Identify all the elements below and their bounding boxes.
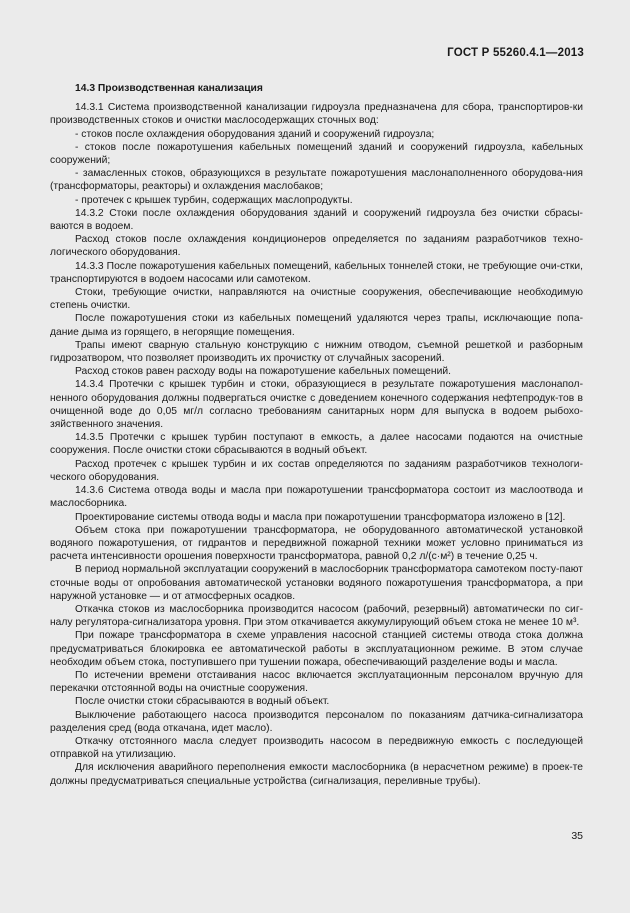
page-number: 35 (571, 830, 583, 842)
paragraph: Откачка стоков из маслосборника производится насосом (рабочий, резервный) автоматически по сиг-налу регулятора-сигнализатора уровня. При этом откачивается аккумулирующий объем стока не менее 10 м³. (50, 603, 583, 629)
document-body (50, 82, 583, 788)
paragraph: Трапы имеют сварную стальную конструкцию с нижним отводом, съемной решеткой и разборным гидрозатвором, что позволяет производить их прочистку от случайных засорений. (50, 339, 583, 365)
paragraph: 14.3.1 Система производственной канализации гидроузла предназначена для сбора, транспортиров-ки производственных стоков и очистки маслосодержащих сточных вод: (50, 102, 583, 127)
paragraph: 14.3.4 Протечки с крышек турбин и стоки, образующиеся в результате пожаротушения маслонапол-ненного оборудования должны подвергаться очистке с доведением конечного содержания нефтепродук-тов в очищенной воде до 0,05 мг/л согласно требованиям санитарных норм для выпуска в водоем рыбохо-зяйственного значения. (50, 379, 583, 431)
paragraph: По истечении времени отстаивания насос включается эксплуатационным персоналом вручную для перекачки отстоянной воды на очистные сооружения. (50, 669, 583, 695)
list-item: - протечек с крышек турбин, содержащих маслопродукты. (75, 194, 353, 206)
paragraph: 14.3.5 Протечки с крышек турбин поступают в емкость, а далее насосами подаются на очистные сооружения. После очистки стоки сбрасываются в водный объект. (50, 432, 583, 457)
list-item: - стоков после пожаротушения кабельных помещений зданий и сооружений гидроузла, кабельных сооружений; (50, 141, 583, 167)
paragraph: 14.3.6 Система отвода воды и масла при пожаротушении трансформатора состоит из маслоотвода и маслосборника. (50, 485, 583, 510)
standard-header: ГОСТ Р 55260.4.1—2013 (447, 47, 584, 59)
paragraph: Расход стоков равен расходу воды на пожаротушение кабельных помещений. (75, 366, 451, 378)
paragraph: Выключение работающего насоса производится персоналом по показаниям датчика-сигнализатора разделения сред (вода откачана, идет масло). (50, 709, 583, 734)
paragraph: Стоки, требующие очистки, направляются на очистные сооружения, обеспечивающие необходимую степень очистки. (50, 287, 583, 312)
paragraph: Для исключения аварийного переполнения емкости маслосборника (в нерасчетном режиме) в проек-те должны предусматриваться специальные устройства (сигнализация, переливные трубы). (50, 762, 583, 787)
list-item: - замасленных стоков, образующихся в результате пожаротушения маслонаполненного оборудова-ния (трансформаторы, реакторы) и охлаждения маслобаков; (50, 168, 583, 193)
paragraph: Объем стока при пожаротушении трансформатора, не оборудованного автоматической установкой водяного пожаротушения, от гидрантов и передвижной пожарной техники может условно приниматься из расчета интенсивности орошения поверхности трансформатора, равной 0,2 л/(с·м²) в течение 0,25 ч. (50, 524, 583, 563)
paragraph: После очистки стоки сбрасываются в водный объект. (75, 696, 330, 708)
paragraph: При пожаре трансформатора в схеме управления насосной станцией системы отвода стока должна предусматриваться блокировка ее автоматической работы в эксплуатационном режиме. В этом случае необходим объем стока, поступившего при тушении пожара, обеспечивающий разделение воды и масла. (50, 630, 583, 668)
paragraph: В период нормальной эксплуатации сооружений в маслосборник трансформатора самотеком посту-пают сточные воды от опробования автоматической установки водяного пожаротушения трансформатора, а при наружной установке — и от атмосферных осадков. (50, 564, 583, 602)
paragraph: 14.3.2 Стоки после охлаждения оборудования зданий и сооружений гидроузла без очистки сбрасы-ваются в водоем. (50, 207, 583, 233)
paragraph: После пожаротушения стоки из кабельных помещений удаляются через трапы, исключающие попа-дание дыма из горящего, в негорящие помещения. (50, 313, 583, 338)
paragraph: Расход стоков после охлаждения кондиционеров определяется по заданиям разработчиков техно-логического оборудования. (50, 234, 583, 259)
paragraph: 14.3.3 После пожаротушения кабельных помещений, кабельных тоннелей стоки, не требующие очи-стки, транспортируются в водоем насосами или самотеком. (50, 260, 583, 285)
list-item: - стоков после охлаждения оборудования зданий и сооружений гидроузла; (75, 128, 435, 140)
section-heading: 14.3 Производственная канализация (75, 83, 263, 94)
paragraph: Проектирование системы отвода воды и масла при пожаротушении трансформатора изложено в [12]. (75, 511, 566, 523)
paragraph: Откачку отстоянного масла следует производить насосом в передвижную емкость с последующей отправкой на утилизацию. (50, 735, 583, 761)
paragraph: Расход протечек с крышек турбин и их состав определяются по заданиям разработчиков технологи-ческого оборудования. (50, 458, 583, 483)
